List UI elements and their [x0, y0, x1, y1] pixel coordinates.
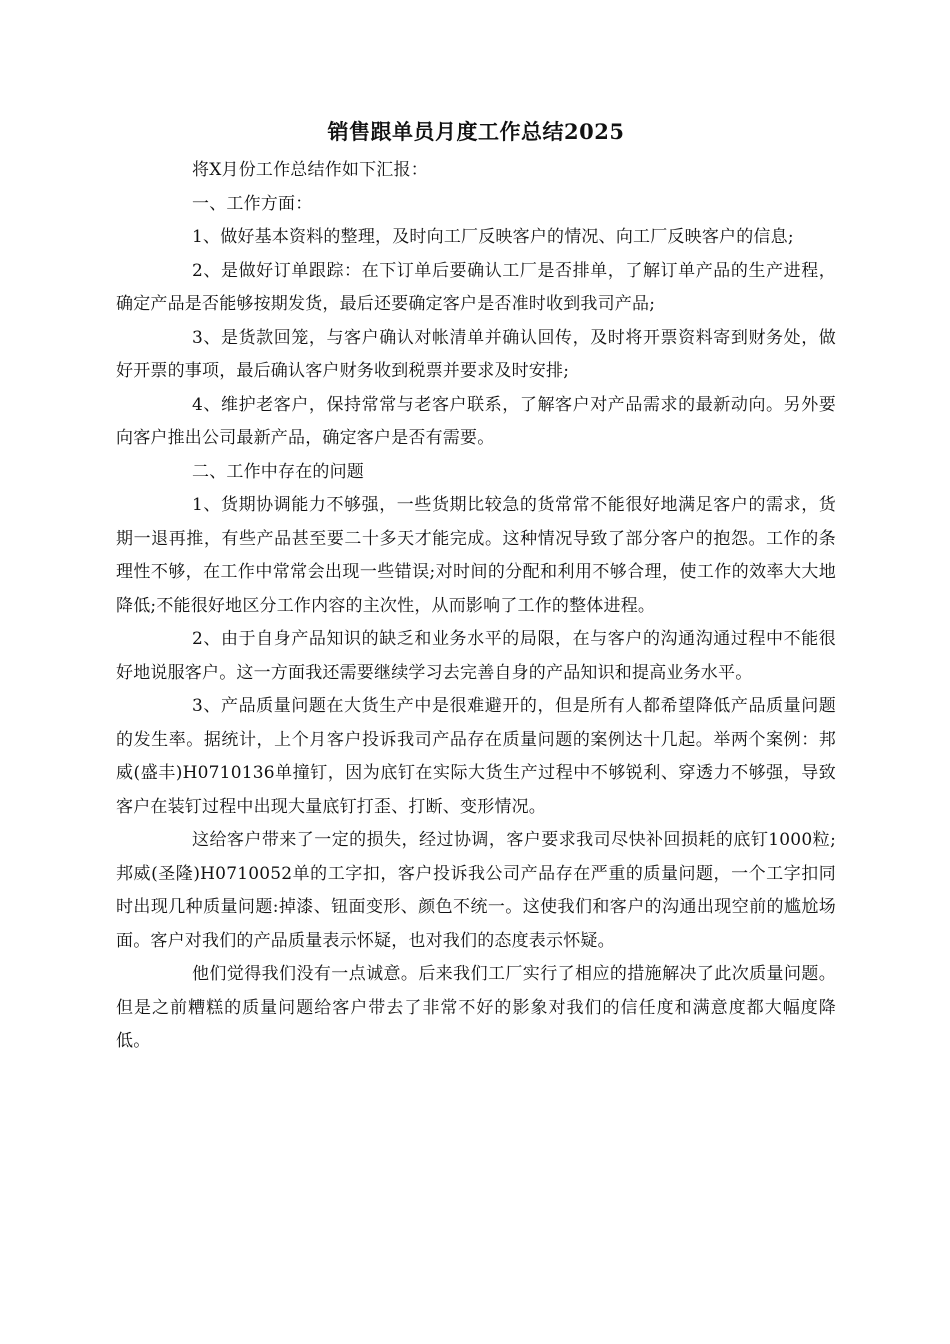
paragraph-work-3: 3、是货款回笼，与客户确认对帐清单并确认回传，及时将开票资料寄到财务处，做好开票的事项，最后确认客户财务收到税票并要求及时安排; [116, 327, 836, 381]
paragraph-problem-3: 3、产品质量问题在大货生产中是很难避开的，但是所有人都希望降低产品质量问题的发生率。据统计，上个月客户投诉我司产品存在质量问题的案例达十几起。举两个案例：邦威(盛丰)H0710136单撞钉，因为底钉在实际大货生产过程中不够锐利、穿透力不够强，导致客户在装钉过程中出现大量底钉打歪、打断、变形情况。 [116, 696, 836, 817]
section-heading-problems: 二、工作中存在的问题 [192, 461, 364, 482]
paragraph-problem-2: 2、由于自身产品知识的缺乏和业务水平的局限，在与客户的沟通沟通过程中不能很好地说服客户。这一方面我还需要继续学习去完善自身的产品知识和提高业务水平。 [116, 629, 836, 683]
document-page [116, 114, 836, 1059]
paragraph-problem-1: 1、货期协调能力不够强，一些货期比较急的货常常不能很好地满足客户的需求，货期一退再推，有些产品甚至要二十多天才能完成。这种情况导致了部分客户的抱怨。工作的条理性不够，在工作中常常会出现一些错误;对时间的分配和利用不够合理，使工作的效率大大地降低;不能很好地区分工作内容的主次性，从而影响了工作的整体进程。 [116, 495, 836, 616]
paragraph-work-4: 4、维护老客户，保持常常与老客户联系，了解客户对产品需求的最新动向。另外要向客户推出公司最新产品，确定客户是否有需要。 [116, 394, 836, 448]
paragraph-intro: 将X月份工作总结作如下汇报： [192, 160, 428, 180]
paragraph-conclusion: 他们觉得我们没有一点诚意。后来我们工厂实行了相应的措施解决了此次质量问题。但是之前糟糕的质量问题给客户带去了非常不好的影象对我们的信任度和满意度都大幅度降低。 [116, 964, 836, 1051]
document-title: 销售跟单员月度工作总结2025 [327, 119, 625, 144]
paragraph-work-2: 2、是做好订单跟踪：在下订单后要确认工厂是否排单，了解订单产品的生产进程，确定产品是否能够按期发货，最后还要确定客户是否准时收到我司产品; [116, 260, 836, 314]
section-heading-work: 一、工作方面： [192, 193, 313, 214]
paragraph-losses: 这给客户带来了一定的损失，经过协调，客户要求我司尽快补回损耗的底钉1000粒;邦威(圣隆)H0710052单的工字扣，客户投诉我公司产品存在严重的质量问题，一个工字扣同时出现几种质量问题:掉漆、钮面变形、颜色不统一。这使我们和客户的沟通出现空前的尴尬场面。客户对我们的产品质量表示怀疑，也对我们的态度表示怀疑。 [116, 830, 836, 951]
paragraph-work-1: 1、做好基本资料的整理，及时向工厂反映客户的情况、向工厂反映客户的信息; [192, 227, 794, 247]
